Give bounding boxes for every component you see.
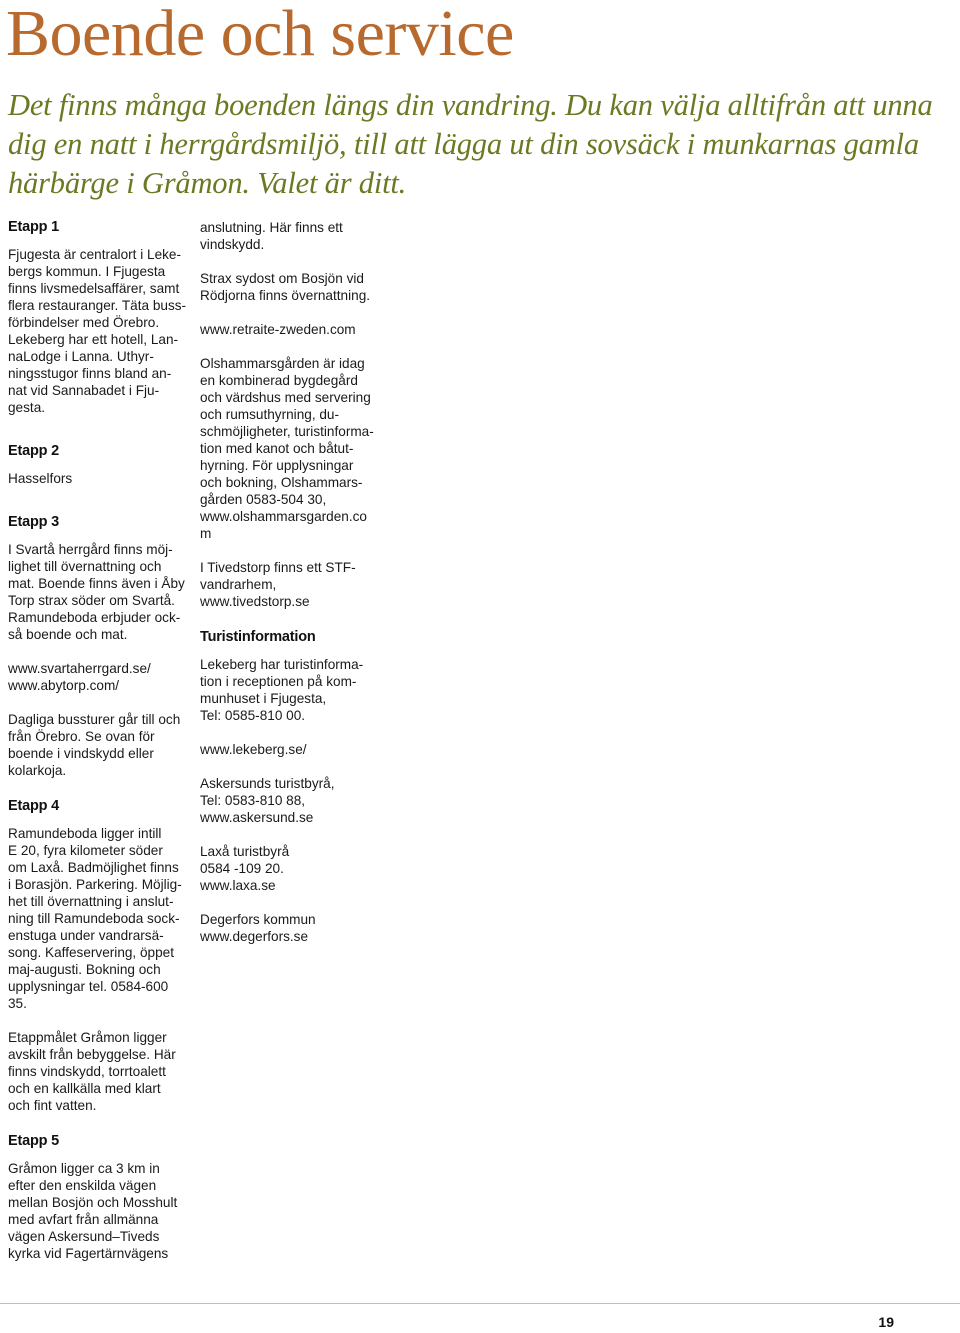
text-line: het till övernattning i anslut- [8,894,174,909]
text-line: Lekeberg har ett hotell, Lan- [8,332,179,347]
text-line: enstuga under vandrarsä- [8,928,164,943]
text-line: förbindelser med Örebro. [8,315,160,330]
text-line: så boende och mat. [8,627,128,642]
text-line: och bokning, Olshammars- [200,475,363,490]
text-line: Tel: 0583-810 88, [200,793,306,808]
text-line: Hasselfors [8,471,73,486]
link-tivedstorp[interactable]: www.tivedstorp.se [200,594,310,609]
text-line: vindskydd. [200,237,265,252]
footer-divider [0,1303,960,1304]
text-line: gården 0583-504 30, [200,492,327,507]
text-line: Tel: 0585-810 00. [200,708,306,723]
text-line: Lekeberg har turistinforma- [200,657,364,672]
etapp4-heading: Etapp 4 [8,798,59,814]
text-line: maj-augusti. Bokning och [8,962,161,977]
text-line: ningsstugor finns bland an- [8,366,172,381]
text-line: song. Kaffeservering, öppet [8,945,175,960]
text-line: vandrarhem, [200,577,277,592]
text-line: Ramundeboda erbjuder ock- [8,610,181,625]
text-line: boende i vindskydd eller [8,746,154,761]
text-line: Rödjorna finns övernattning. [200,288,371,303]
text-line: Laxå turistbyrå [200,844,290,859]
text-line: Askersunds turistbyrå, [200,776,335,791]
link-lekeberg[interactable]: www.lekeberg.se/ [200,742,307,757]
link-olshammarsgarden-tail[interactable]: m [200,526,212,541]
link-abytorp[interactable]: www.abytorp.com/ [8,678,120,693]
text-line: mat. Boende finns även i Åby [8,576,185,591]
text-line: nat vid Sannabadet i Fju- [8,383,160,398]
link-degerfors[interactable]: www.degerfors.se [200,929,309,944]
text-line: och fint vatten. [8,1098,97,1113]
text-line: bergs kommun. I Fjugesta [8,264,166,279]
text-line: om Laxå. Badmöjlighet finns [8,860,179,875]
text-line: gesta. [8,400,46,415]
text-line: upplysningar tel. 0584-600 [8,979,169,994]
text-line: Gråmon ligger ca 3 km in [8,1161,160,1176]
text-line: 0584 -109 20. [200,861,284,876]
text-line: flera restauranger. Täta buss- [8,298,187,313]
link-svartaherrgard[interactable]: www.svartaherrgard.se/ [8,661,151,676]
text-line: Strax sydost om Bosjön vid [200,271,364,286]
text-line: naLodge i Lanna. Uthyr- [8,349,154,364]
text-line: anslutning. Här finns ett [200,220,343,235]
text-line: efter den enskilda vägen [8,1178,157,1193]
text-line: tion i receptionen på kom- [200,674,357,689]
text-line: Dagliga bussturer går till och [8,712,181,727]
text-line: Fjugesta är centralort i Leke- [8,247,182,262]
etapp3-heading: Etapp 3 [8,514,59,530]
text-line: vägen Askersund–Tiveds [8,1229,160,1244]
text-line: Olshammarsgården är idag [200,356,365,371]
text-line: mellan Bosjön och Mosshult [8,1195,178,1210]
text-line: Ramundeboda ligger intill [8,826,162,841]
text-line: E 20, fyra kilometer söder [8,843,163,858]
text-line: kolarkoja. [8,763,67,778]
text-line: schmöjligheter, turistinforma- [200,424,374,439]
page-title: Boende och service [6,0,514,70]
link-retraite-zweden[interactable]: www.retraite-zweden.com [200,322,356,337]
etapp1-heading: Etapp 1 [8,219,59,235]
text-line: kyrka vid Fagertärnvägens [8,1246,169,1261]
text-line: tion med kanot och båtut- [200,441,354,456]
text-line: avskilt från bebyggelse. Här [8,1047,176,1062]
text-line: I Tivedstorp finns ett STF- [200,560,356,575]
text-line: i Borasjön. Parkering. Möjlig- [8,877,182,892]
text-line: 35. [8,996,27,1011]
link-olshammarsgarden[interactable]: www.olshammarsgarden.co [200,509,367,524]
column-2 [200,219,385,945]
text-line: munhuset i Fjugesta, [200,691,327,706]
page-number: 19 [878,1314,894,1330]
text-line: finns livsmedelsaffärer, samt [8,281,180,296]
text-line: finns vindskydd, torrtoalett [8,1064,166,1079]
text-line: lighet till övernattning och [8,559,162,574]
turistinformation-heading: Turistinformation [200,629,316,645]
text-line: från Örebro. Se ovan för [8,729,155,744]
text-line: en kombinerad bygdegård [200,373,358,388]
text-line: och rumsuthyrning, du- [200,407,340,422]
text-line: Torp strax söder om Svartå. [8,593,175,608]
etapp5-heading: Etapp 5 [8,1133,59,1149]
etapp2-heading: Etapp 2 [8,443,59,459]
text-line: I Svartå herrgård finns möj- [8,542,173,557]
column-1 [8,219,193,1262]
text-line: och värdshus med servering [200,390,371,405]
link-askersund[interactable]: www.askersund.se [200,810,314,825]
lead-paragraph: Det finns många boenden längs din vandring. Du kan välja alltifrån att unna dig en natt i herrgårdsmiljö, till att lägga ut din sovsäck i munkarnas gamla härbärge i Gråmon. Valet är ditt. [8,88,933,200]
text-line: ning till Ramundeboda sock- [8,911,180,926]
text-line: hyrning. För upplysningar [200,458,354,473]
text-line: och en kallkälla med klart [8,1081,161,1096]
text-line: Degerfors kommun [200,912,316,927]
text-line: med avfart från allmänna [8,1212,159,1227]
link-laxa[interactable]: www.laxa.se [200,878,276,893]
text-line: Etappmålet Gråmon ligger [8,1030,167,1045]
